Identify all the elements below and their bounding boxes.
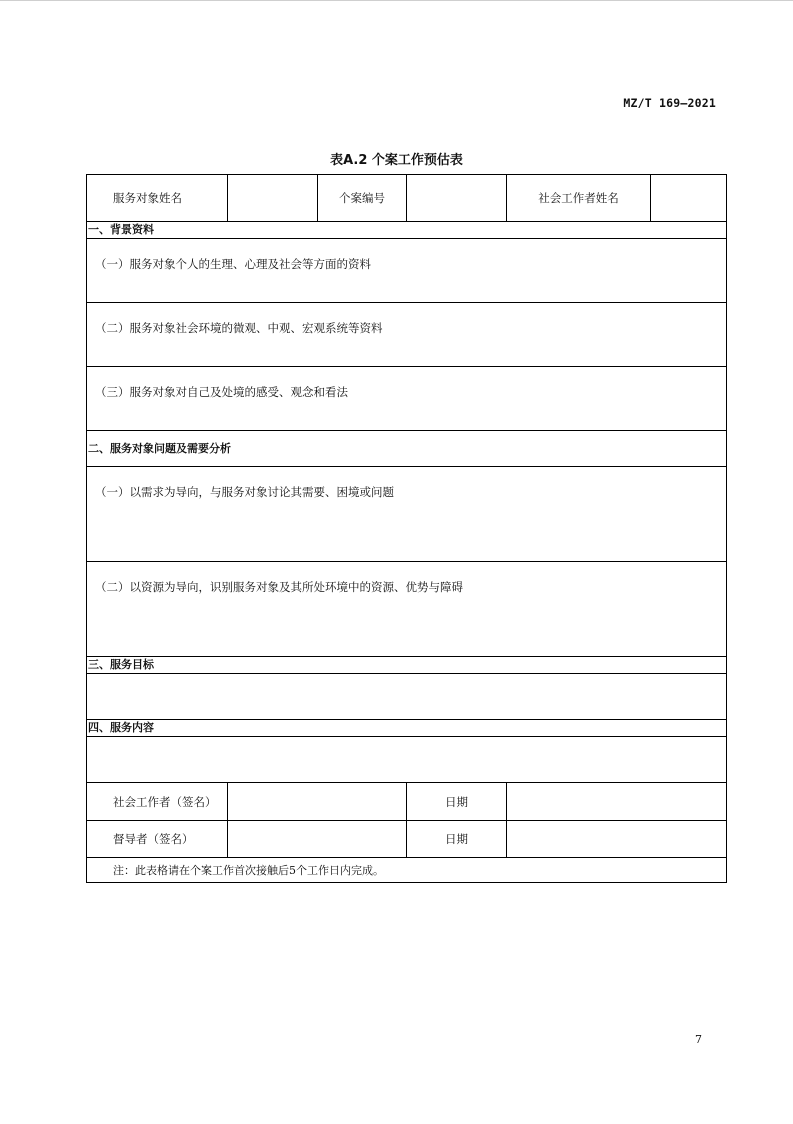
worker-signature-field[interactable] <box>228 783 407 821</box>
section-item-row <box>87 239 727 303</box>
client-name-field[interactable] <box>228 175 318 222</box>
section-heading-row <box>87 431 727 467</box>
section-item-row <box>87 467 727 562</box>
supervisor-signature-label: 督导者（签名） <box>87 821 228 858</box>
standard-code: MZ/T 169—2021 <box>623 96 716 110</box>
needs-item-2[interactable]: （二）以资源为导向，识别服务对象及其所处环境中的资源、优势与障碍 <box>87 562 727 657</box>
background-item-2[interactable]: （二）服务对象社会环境的微观、中观、宏观系统等资料 <box>87 303 727 367</box>
background-item-3[interactable]: （三）服务对象对自己及处境的感受、观念和看法 <box>87 367 727 431</box>
info-row <box>87 175 727 222</box>
goals-content-row <box>87 674 727 720</box>
worker-name-label: 社会工作者姓名 <box>507 175 651 222</box>
page-top-border <box>0 0 793 1</box>
content-field-row <box>87 737 727 783</box>
case-number-label: 个案编号 <box>318 175 407 222</box>
worker-date-field[interactable] <box>507 783 727 821</box>
supervisor-signature-field[interactable] <box>228 821 407 858</box>
section-background-heading: 一、背景资料 <box>87 222 727 239</box>
section-heading-row <box>87 720 727 737</box>
table-note: 注：此表格请在个案工作首次接触后5个工作日内完成。 <box>87 858 727 883</box>
page-number: 7 <box>695 1033 702 1046</box>
section-needs-heading: 二、服务对象问题及需要分析 <box>87 431 727 467</box>
section-item-row <box>87 562 727 657</box>
supervisor-signature-row <box>87 821 727 858</box>
section-item-row <box>87 303 727 367</box>
case-assessment-table <box>86 174 727 883</box>
worker-signature-label: 社会工作者（签名） <box>87 783 228 821</box>
section-item-row <box>87 367 727 431</box>
goals-field[interactable] <box>87 674 727 720</box>
worker-date-label: 日期 <box>407 783 507 821</box>
section-heading-row <box>87 657 727 674</box>
needs-item-1[interactable]: （一）以需求为导向，与服务对象讨论其需要、困境或问题 <box>87 467 727 562</box>
note-row <box>87 858 727 883</box>
table-title: 表A.2 个案工作预估表 <box>330 153 463 168</box>
service-content-field[interactable] <box>87 737 727 783</box>
background-item-1[interactable]: （一）服务对象个人的生理、心理及社会等方面的资料 <box>87 239 727 303</box>
section-goals-heading: 三、服务目标 <box>87 657 727 674</box>
supervisor-date-label: 日期 <box>407 821 507 858</box>
section-heading-row <box>87 222 727 239</box>
worker-name-field[interactable] <box>651 175 727 222</box>
section-content-heading: 四、服务内容 <box>87 720 727 737</box>
supervisor-date-field[interactable] <box>507 821 727 858</box>
worker-signature-row <box>87 783 727 821</box>
case-number-field[interactable] <box>407 175 507 222</box>
client-name-label: 服务对象姓名 <box>87 175 228 222</box>
